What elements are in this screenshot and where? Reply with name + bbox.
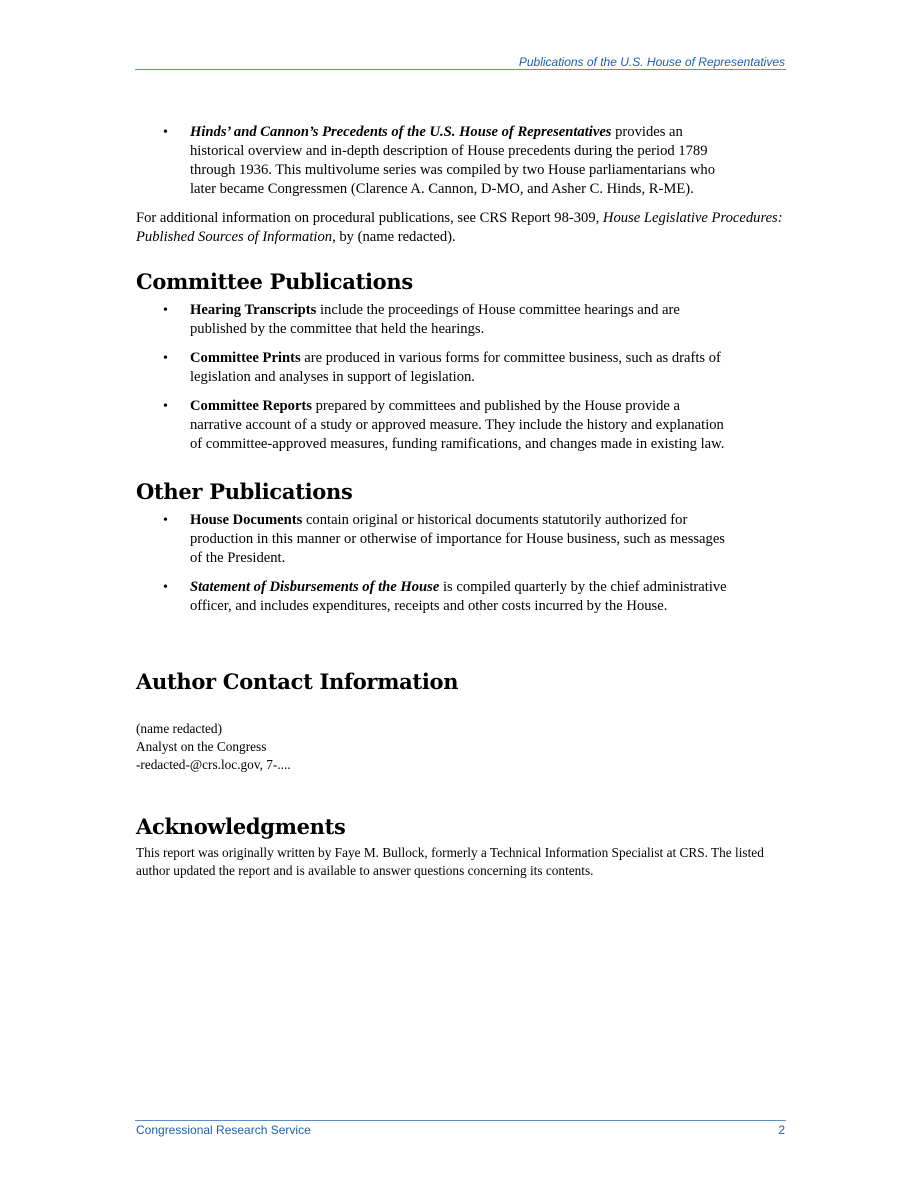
list-item	[136, 123, 735, 199]
list-item	[136, 301, 735, 339]
additional-info-paragraph	[136, 209, 786, 247]
bullet-term: Statement of Disbursements of the House	[190, 579, 440, 595]
author-contact-block	[136, 720, 786, 774]
section-heading-committee: Committee Publications	[136, 269, 413, 294]
list-item	[136, 349, 735, 387]
header-rule	[135, 69, 786, 70]
acknowledgments-text: This report was originally written by Faye M. Bullock, formerly a Technical Information Specialist at CRS. The listed author updated the report and is available to answer questions concerning its contents.	[136, 845, 764, 878]
section-heading-other: Other Publications	[136, 479, 353, 504]
bullet-term: Hinds’ and Cannon’s Precedents of the U.S. House of Representatives	[190, 124, 612, 140]
bullet-text: provides an historical overview and in-depth description of House precedents during the period 1789 through 1936. This multivolume series was compiled by two House parliamentarians who later became Congressmen (Clarence A. Cannon, D-MO, and Asher C. Hinds, R-ME).	[190, 124, 716, 197]
bullet-term: Hearing Transcripts	[190, 302, 317, 318]
bullet-text: contain original or historical documents statutorily authorized for production in this manner or otherwise of importance for House business, such as messages of the President.	[190, 512, 725, 566]
section-heading-acknowledgments: Acknowledgments	[136, 814, 346, 839]
running-head: Publications of the U.S. House of Representatives	[518, 55, 785, 69]
footer-rule	[135, 1120, 786, 1121]
author-contact: -redacted-@crs.loc.gov, 7-....	[136, 757, 291, 772]
bullet-text: include the proceedings of House committee hearings and are published by the committee that held the hearings.	[190, 302, 680, 337]
committee-bullet-list	[136, 301, 786, 454]
bullet-term: House Documents	[190, 512, 303, 528]
other-bullet-list	[136, 511, 786, 616]
bullet-icon: •	[163, 580, 168, 595]
author-name: (name redacted)	[136, 721, 223, 736]
list-item	[136, 397, 735, 454]
page-content	[136, 123, 786, 880]
bullet-text: prepared by committees and published by the House provide a narrative account of a study or approved measure. They include the history and explanation of committee-approved measures, funding ramifications, and changes made in existing law.	[190, 398, 725, 452]
bullet-text: is compiled quarterly by the chief administrative officer, and includes expenditures, receipts and other costs incurred by the House.	[190, 579, 727, 614]
intro-bullet-list	[136, 123, 786, 199]
author-role: Analyst on the Congress	[136, 739, 267, 754]
bullet-icon: •	[163, 303, 168, 318]
section-heading-author: Author Contact Information	[136, 669, 459, 694]
list-item	[136, 578, 735, 616]
paragraph-text: For additional information on procedural publications, see CRS Report 98-309,	[136, 210, 603, 226]
page-number: 2	[778, 1123, 785, 1137]
bullet-text: are produced in various forms for committee business, such as drafts of legislation and analyses in support of legislation.	[190, 350, 721, 385]
bullet-term: Committee Prints	[190, 350, 301, 366]
bullet-icon: •	[163, 399, 168, 414]
bullet-icon: •	[163, 125, 168, 140]
footer-org: Congressional Research Service	[136, 1123, 311, 1137]
bullet-icon: •	[163, 513, 168, 528]
bullet-term: Committee Reports	[190, 398, 312, 414]
report-title: House Legislative Procedures: Published Sources of Information	[136, 210, 783, 245]
list-item	[136, 511, 735, 568]
paragraph-text: , by (name redacted).	[332, 229, 456, 245]
bullet-icon: •	[163, 351, 168, 366]
